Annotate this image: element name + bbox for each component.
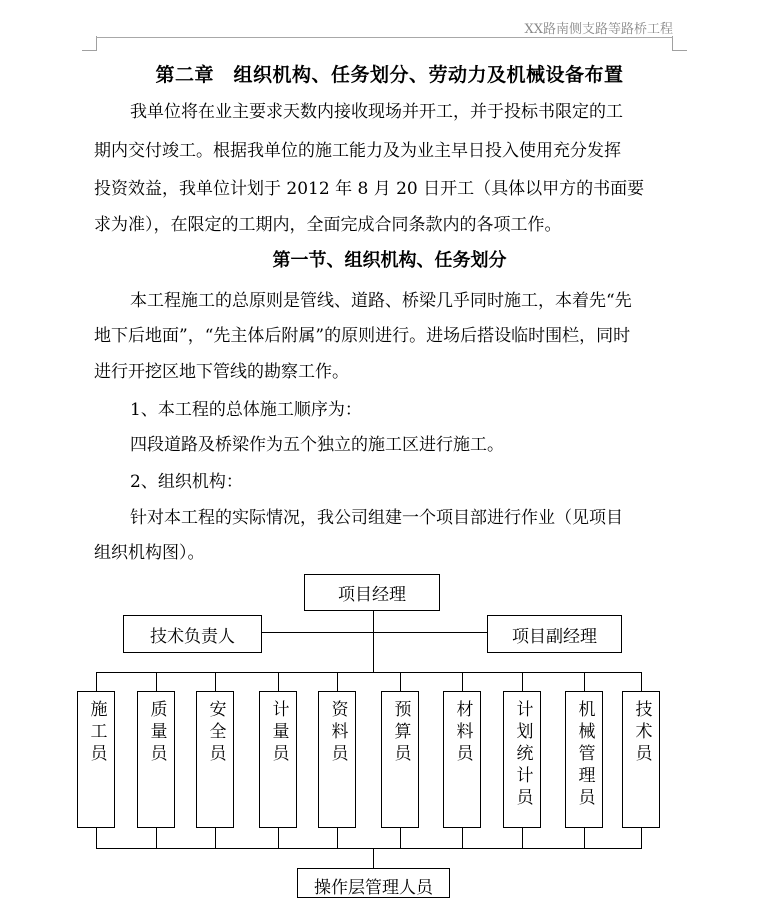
connector-staff-rise	[641, 828, 642, 848]
connector-bar-to-bottom	[373, 848, 374, 868]
connector-staff-drop	[584, 672, 585, 691]
org-box-staff	[318, 691, 356, 828]
paragraph2-line1: 本工程施工的总原则是管线、道路、桥梁几乎同时施工，本着先“先	[130, 291, 632, 311]
connector-staff-drop	[462, 672, 463, 691]
connector-staff-rise	[278, 828, 279, 848]
org-staff-label: 材料员	[452, 700, 473, 766]
connector-staff-drop	[278, 672, 279, 691]
paragraph3-line2: 组织机构图）。	[94, 543, 205, 563]
connector-staff-rise	[462, 828, 463, 848]
item1-title: 1、本工程的总体施工顺序为：	[130, 400, 362, 420]
chapter-title: 第二章 组织机构、任务划分、劳动力及机械设备布置	[155, 64, 624, 86]
org-box-staff	[565, 691, 603, 828]
org-staff-label: 计量员	[268, 700, 289, 766]
header-rule	[96, 37, 673, 38]
page-header: XX路南侧支路等路桥工程	[524, 22, 673, 37]
connector-staff-rise	[215, 828, 216, 848]
org-box-project-manager: 项目经理	[304, 574, 440, 611]
connector-staff-bar	[96, 672, 642, 673]
connector-deputy-bar	[262, 632, 487, 633]
org-staff-label: 施工员	[86, 700, 107, 766]
connector-bar-to-staff	[373, 632, 374, 672]
org-staff-label: 计划统计员	[512, 700, 533, 810]
org-box-staff	[196, 691, 234, 828]
paragraph1-line4: 求为准），在限定的工期内，全面完成合同条款内的各项工作。	[94, 215, 562, 235]
org-staff-label: 机械管理员	[574, 700, 595, 810]
section-title: 第一节、组织机构、任务划分	[272, 250, 507, 271]
connector-staff-rise	[96, 828, 97, 848]
org-staff-label: 资料员	[327, 700, 348, 766]
org-box-staff	[77, 691, 115, 828]
paragraph2-line2: 地下后地面”，“先主体后附属”的原则进行。进场后搭设临时围栏，同时	[94, 326, 631, 346]
org-staff-label: 预算员	[390, 700, 411, 766]
connector-staff-rise	[584, 828, 585, 848]
paragraph2-line3: 进行开挖区地下管线的勘察工作。	[94, 362, 349, 382]
margin-mark-top-right	[672, 36, 687, 51]
connector-staff-drop	[156, 672, 157, 691]
org-box-staff	[259, 691, 297, 828]
paragraph1-line2: 期内交付竣工。根据我单位的施工能力及为业主早日投入使用充分发挥	[94, 141, 621, 161]
connector-staff-drop	[96, 672, 97, 691]
connector-staff-rise	[400, 828, 401, 848]
org-box-staff	[443, 691, 481, 828]
paragraph3-line1: 针对本工程的实际情况，我公司组建一个项目部进行作业（见项目	[130, 508, 623, 528]
connector-bottom-bar	[96, 848, 642, 849]
org-box-staff	[503, 691, 541, 828]
connector-staff-rise	[337, 828, 338, 848]
connector-staff-drop	[522, 672, 523, 691]
margin-mark-top-left	[82, 36, 97, 51]
connector-staff-rise	[156, 828, 157, 848]
org-staff-label: 质量员	[146, 700, 167, 766]
connector-staff-drop	[337, 672, 338, 691]
paragraph1-line1: 我单位将在业主要求天数内接收现场并开工，并于投标书限定的工	[130, 102, 623, 122]
item2-title: 2、组织机构：	[130, 472, 243, 492]
connector-top-to-bar	[373, 610, 374, 632]
item1-text: 四段道路及桥梁作为五个独立的施工区进行施工。	[130, 435, 504, 455]
connector-staff-drop	[215, 672, 216, 691]
org-staff-label: 安全员	[205, 700, 226, 766]
org-box-deputy-manager: 项目副经理	[487, 615, 622, 653]
org-box-technical-lead: 技术负责人	[123, 615, 262, 653]
org-box-staff	[137, 691, 175, 828]
connector-staff-rise	[522, 828, 523, 848]
connector-staff-drop	[400, 672, 401, 691]
org-box-staff	[381, 691, 419, 828]
org-box-staff	[622, 691, 660, 828]
org-box-operations: 操作层管理人员	[297, 868, 450, 898]
org-staff-label: 技术员	[631, 700, 652, 766]
connector-staff-drop	[641, 672, 642, 691]
paragraph1-line3: 投资效益，我单位计划于 2012 年 8 月 20 日开工（具体以甲方的书面要	[94, 179, 645, 199]
